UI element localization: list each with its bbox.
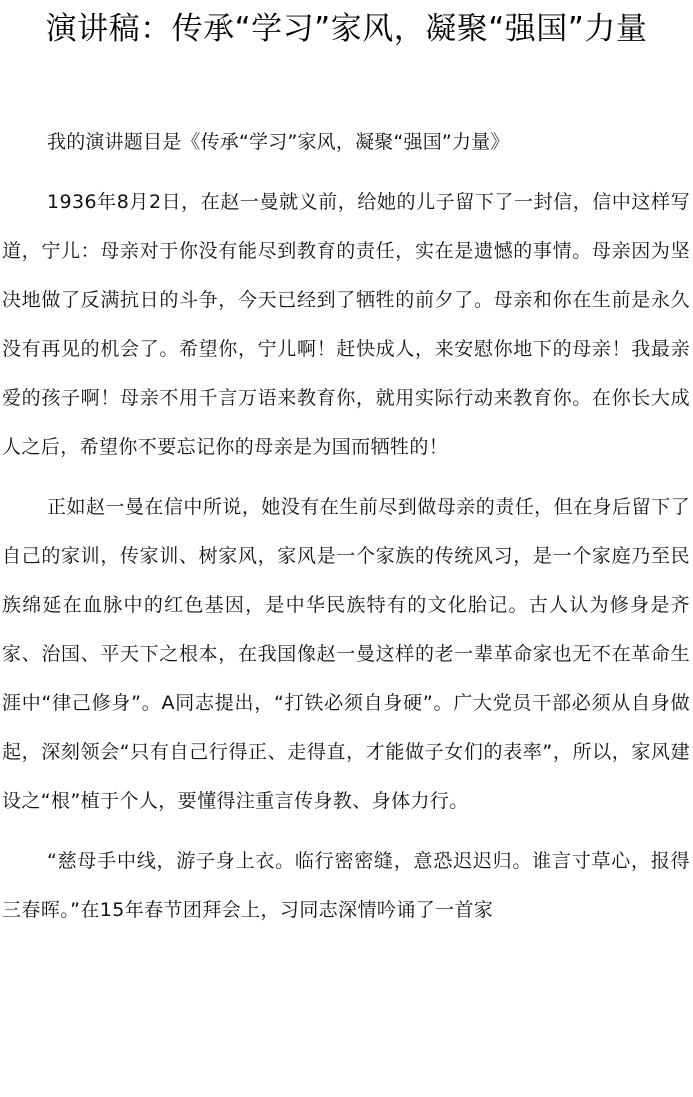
speech-topic-paragraph: 我的演讲题目是《传承“学习”家风，凝聚“强国”力量》	[47, 131, 510, 153]
document-body	[2, 118, 690, 946]
document-title: 演讲稿：传承“学习”家风，凝聚“强国”力量	[45, 11, 648, 47]
letter-paragraph: 1936年8月2日，在赵一曼就义前，给她的儿子留下了一封信，信中这样写道，宁儿：母亲对于你没有能尽到教育的责任，实在是遗憾的事情。母亲因为坚决地做了反满抗日的斗争，今天已经到了牺牲的前夕了。母亲和你在生前是永久没有再见的机会了。希望你，宁儿啊！赶快成人，来安慰你地下的母亲！我最亲爱的孩子啊！母亲不用千言万语来教育你，就用实际行动来教育你。在你长大成人之后，希望你不要忘记你的母亲是为国而牺牲的！	[2, 191, 690, 458]
poem-paragraph: “慈母手中线，游子身上衣。临行密密缝，意恐迟迟归。谁言寸草心，报得三春晖。”在15年春节团拜会上，习同志深情吟诵了一首家	[2, 850, 690, 921]
family-tradition-paragraph: 正如赵一曼在信中所说，她没有在生前尽到做母亲的责任，但在身后留下了自己的家训，传家训、树家风，家风是一个家族的传统风习，是一个家庭乃至民族绵延在血脉中的红色基因，是中华民族特有的文化胎记。古人认为修身是齐家、治国、平天下之根本，在我国像赵一曼这样的老一辈革命家也无不在革命生涯中“律己修身”。A同志提出，“打铁必须自身硬”。广大党员干部必须从自身做起，深刻领会“只有自己行得正、走得直，才能做子女们的表率”，所以，家风建设之“根”植于个人，要懂得注重言传身教、身体力行。	[2, 496, 690, 812]
